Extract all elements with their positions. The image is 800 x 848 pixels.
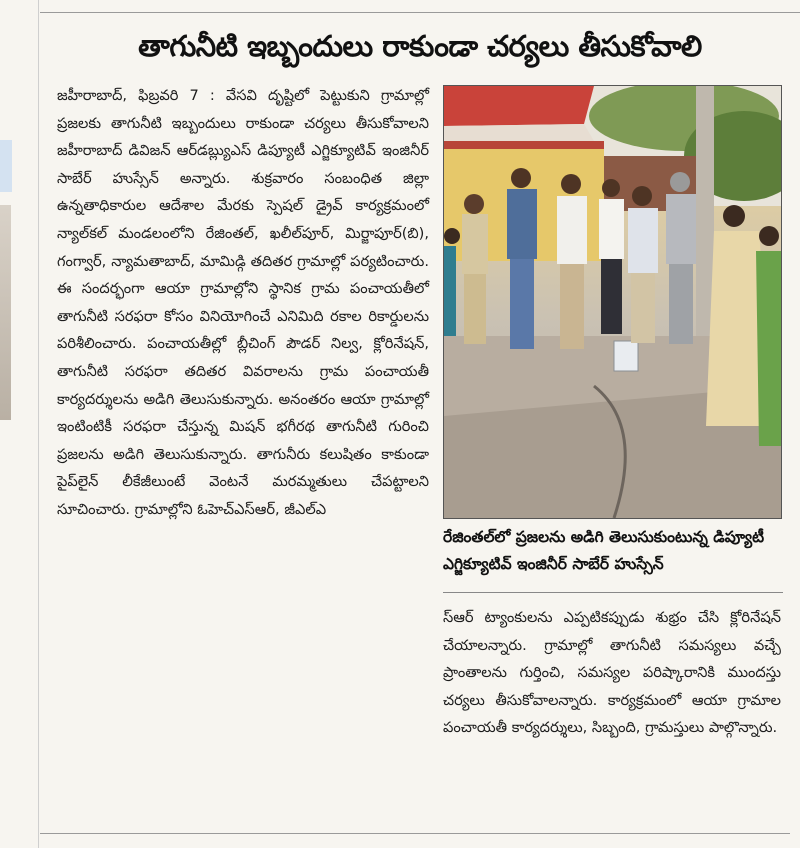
article-body-right-column: స్‌ఆర్ ట్యాంకులను ఎప్పటికప్పుడు శుభ్రం చేసి క్లోరినేషన్ చేయాలన్నారు. గ్రామాల్లో తాగునీటి సమస్యలు వచ్చే ప్రాంతాలను గుర్తించి, సమస్యల పరిష్కారానికి ముందస్తు చర్యలు తీసుకోవాలన్నారు. కార్యక్రమంలో ఆయా గ్రామాల పంచాయతీ కార్యదర్శులు, సిబ్బంది, గ్రామస్తులు పాల్గొన్నారు. (443, 609, 781, 737)
bottom-divider (40, 833, 790, 834)
adjacent-highlight-box (0, 140, 12, 192)
news-photo-illustration (444, 86, 781, 518)
caption-divider (443, 592, 783, 593)
news-photo (443, 85, 782, 519)
article-headline: తాగునీటి ఇబ్బందులు రాకుండా చర్యలు తీసుకోవాలి (138, 29, 702, 63)
photo-caption: రేజింతల్‌లో ప్రజలను అడిగి తెలుసుకుంటున్న డిప్యూటీ ఎగ్జిక్యూటివ్ ఇంజినీర్ సాబేర్ హుస్సేన్ (443, 528, 765, 573)
adjacent-photo-fragment (0, 205, 11, 420)
previous-article-edge (40, 0, 800, 13)
article-body-left-column: జహీరాబాద్, ఫిబ్రవరి 7 : వేసవి దృష్టిలో పెట్టుకుని గ్రామాల్లో ప్రజలకు తాగునీటి ఇబ్బందులు రాకుండా చర్యలు తీసుకోవాలని జహీరాబాద్ డివిజన్ ఆర్‌డబ్ల్యుఎస్ డిప్యూటీ ఎగ్జిక్యూటివ్ ఇంజినీర్ సాబేర్ హుస్సేన్ అన్నారు. శుక్రవారం సంబంధిత జిల్లా ఉన్నతాధికారుల ఆదేశాల మేరకు స్పెషల్ డ్రైవ్ కార్యక్రమంలో న్యాల్‌కల్ మండలంలోని రేజింతల్, ఖలీల్‌పూర్, మిర్జాపూర్(బి), గంగ్వార్, న్యామతాబాద్, మామిడ్గి తదితర గ్రామాల్లో పర్యటించారు. ఈ సందర్భంగా ఆయా గ్రామాల్లోని స్థానిక గ్రామ పంచాయతీలో తాగునీటి సరఫరా కోసం వినియోగించే ఎనిమిది రకాల రికార్డులను పరిశీలించారు. పంచాయతీల్లో బ్లీచింగ్ పౌడర్ నిల్వ, క్లోరినేషన్, తాగునీటి సరఫరా తదితర వివరాలను గ్రామ పంచాయతీ కార్యదర్శులను అడిగి తెలుసుకున్నారు. అనంతరం ఆయా గ్రామాల్లో ఇంటింటికీ సరఫరా చేస్తున్న మిషన్ భగీరథ తాగునీటి గురించి ప్రజలను అడిగి తెలుసుకున్నారు. తాగునీరు కలుషితం కాకుండా పైప్‌లైన్ లీకేజీలుంటే వెంటనే మరమ్మతులు చేపట్టాలని సూచించారు. గ్రామాల్లోని ఓహెచ్‌ఎస్‌ఆర్, జీఎల్‌ఎ (57, 87, 429, 518)
adjacent-column-fragment (0, 0, 39, 848)
